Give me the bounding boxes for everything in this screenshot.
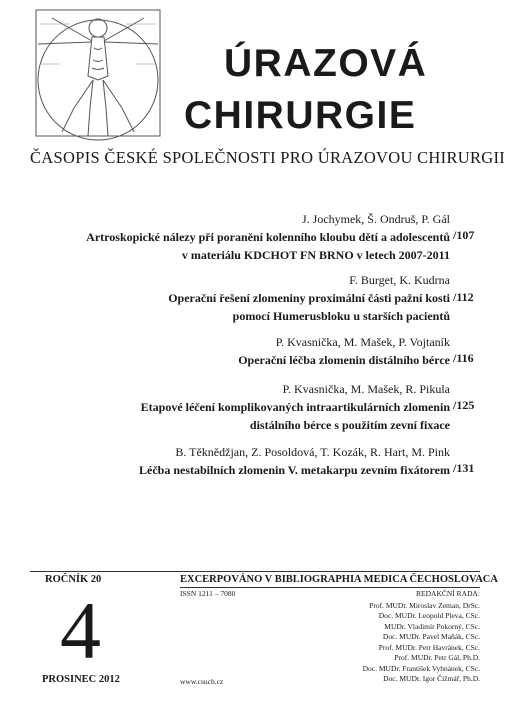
issue-number: 4: [60, 585, 101, 676]
board-member: MUDr. Vladimír Pokorný, CSc.: [384, 621, 480, 631]
board-member: Doc. MUDr. Igor Čižmář, Ph.D.: [383, 674, 480, 683]
journal-title-line2: CHIRURGIE: [184, 94, 417, 137]
board-member: Prof. MUDr. Petr Havránek, CSc.: [378, 642, 480, 652]
article-4: [141, 380, 450, 434]
journal-title-line1: ÚRAZOVÁ: [224, 42, 428, 85]
article-page: /112: [453, 290, 474, 304]
footer-divider-top: [30, 571, 480, 572]
issue-date: PROSINEC 2012: [42, 674, 120, 685]
editorial-board: [363, 589, 480, 685]
article-authors: P. Kvasnička, M. Mašek, R. Pikula: [282, 382, 450, 396]
board-member: Doc. MUDr. Leopold Pleva, CSc.: [378, 611, 480, 620]
article-title: Léčba nestabilních zlomenin V. metakarpu zevním fixátorem: [139, 463, 450, 477]
indexing-note: EXCERPOVÁNO V BIBLIOGRAPHIA MEDICA ČECHOSLOVACA: [180, 574, 498, 585]
article-title: v materiálu KDCHOT FN BRNO v letech 2007-2011: [181, 248, 450, 262]
article-title: distálního bérce s použitím zevní fixace: [249, 418, 450, 432]
editorial-board-heading: REDAKČNÍ RADA:: [416, 589, 480, 598]
article-5: [139, 443, 450, 479]
article-title: pomocí Humerusbloku u starších pacientů: [232, 309, 450, 323]
article-title: Etapové léčení komplikovaných intraartikulárních zlomenin: [140, 400, 450, 414]
website: www.csuch.cz: [180, 677, 224, 686]
journal-subtitle: ČASOPIS ČESKÉ SPOLEČNOSTI PRO ÚRAZOVOU CHIRURGII: [30, 148, 506, 167]
article-page: /107: [453, 228, 475, 242]
article-1: [86, 210, 450, 264]
article-page: /125: [453, 398, 475, 412]
article-title: Operační řešení zlomeniny proximální části pažní kosti: [168, 291, 450, 305]
article-authors: B. Těknědžjan, Z. Posoldová, T. Kozák, R. Hart, M. Pink: [175, 445, 450, 459]
article-page: /116: [453, 351, 474, 365]
article-3: [238, 333, 450, 369]
vitruvian-man-logo: [30, 4, 166, 142]
board-member: Doc. MUDr. František Vyhnánek, CSc.: [362, 663, 480, 673]
article-2: [168, 271, 450, 325]
article-page: /131: [453, 461, 475, 475]
article-title: Artroskopické nálezy při poranění kolenního kloubu dětí a adolescentů: [86, 230, 450, 244]
board-member: Doc. MUDr. Pavel Maňák, CSc.: [382, 632, 480, 641]
article-title: Operační léčba zlomenin distálního bérce: [238, 353, 450, 367]
article-authors: P. Kvasnička, M. Mašek, P. Vojtaník: [275, 335, 450, 349]
article-authors: F. Burget, K. Kudrna: [349, 273, 450, 287]
footer-divider-mid: [180, 587, 480, 588]
issn: ISSN 1211 – 7080: [180, 589, 236, 598]
volume-label: ROČNÍK 20: [45, 574, 102, 585]
article-authors: J. Jochymek, Š. Ondruš, P. Gál: [301, 212, 450, 226]
board-member: Prof. MUDr. Petr Gál, Ph.D.: [394, 653, 480, 662]
board-member: Prof. MUDr. Miroslav Zeman, DrSc.: [369, 600, 480, 610]
